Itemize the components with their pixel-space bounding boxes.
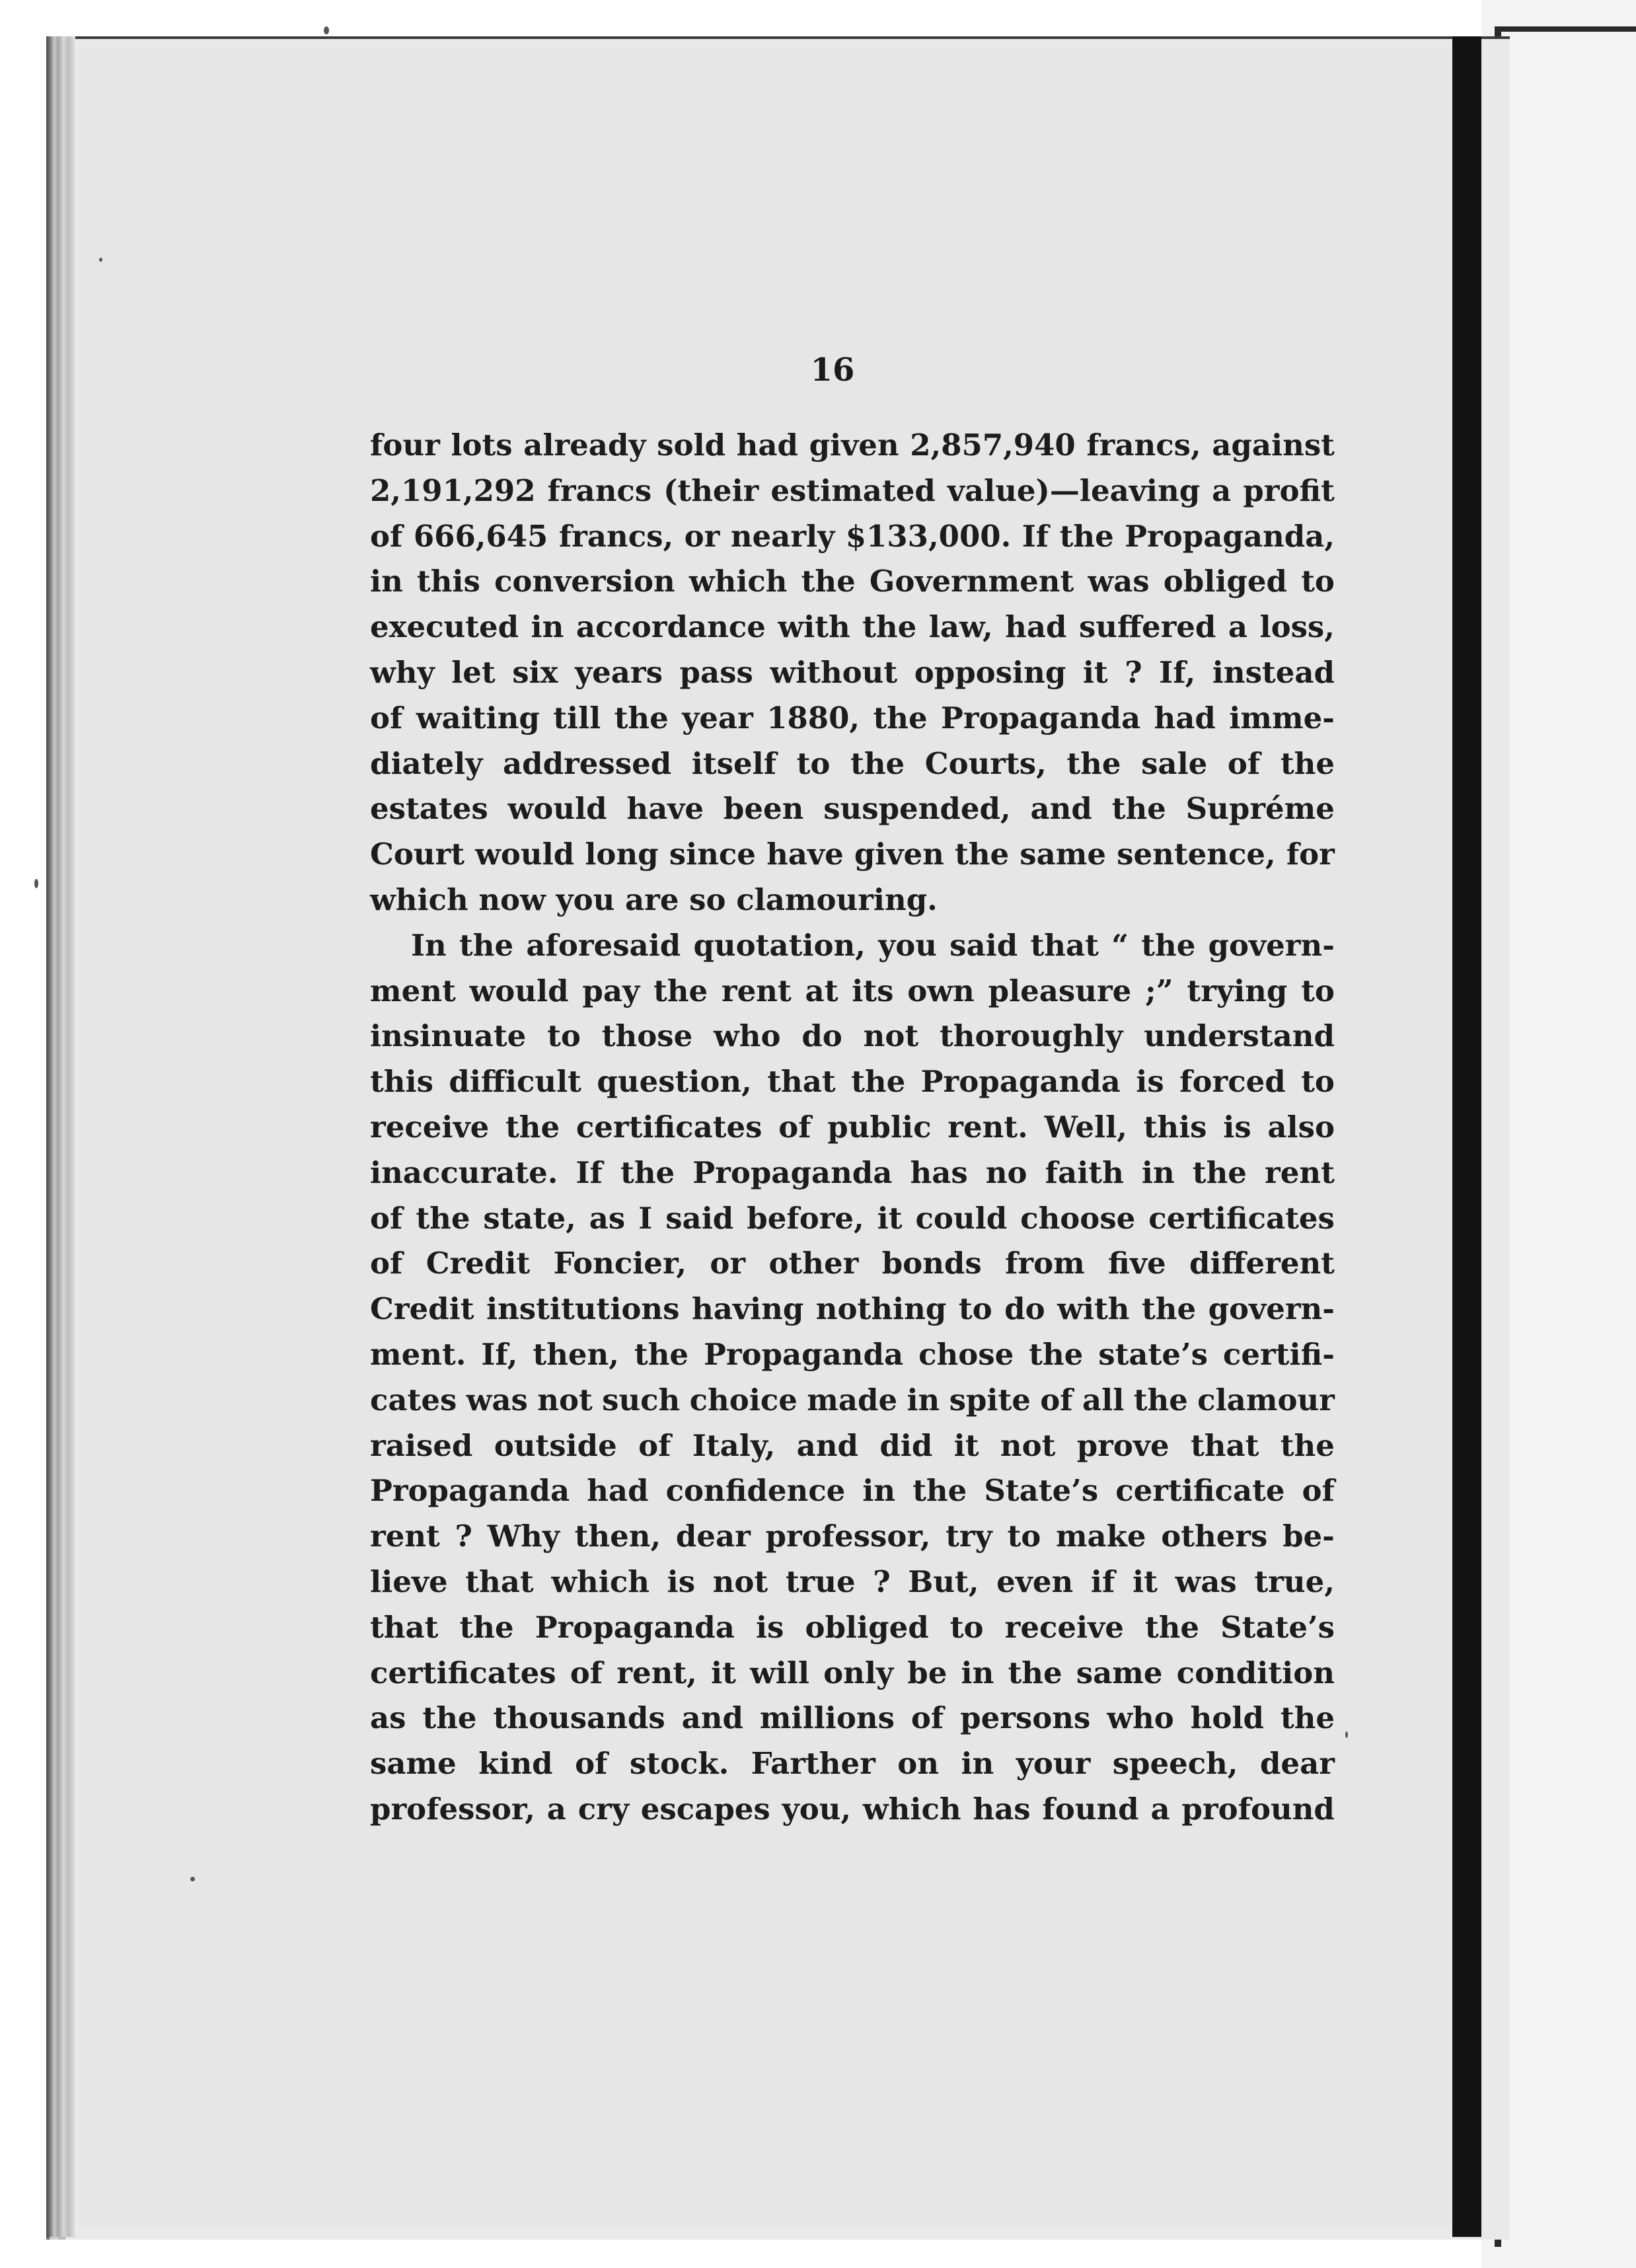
text-line: Court would long since have given the same sentence, for <box>370 837 1335 872</box>
text-line: insinuate to those who do not thoroughly understand <box>370 1018 1335 1054</box>
text-line: ment. If, then, the Propaganda chose the state’s certifi- <box>370 1336 1335 1372</box>
text-line: why let six years pass without opposing it ? If, instead <box>370 654 1335 690</box>
text-line: rent ? Why then, dear professor, try to make others be- <box>370 1519 1335 1554</box>
text-line: diately addressed itself to the Courts, the sale of the <box>370 745 1335 781</box>
text-line: four lots already sold had given 2,857,940 francs, against <box>370 428 1335 463</box>
text-line: certificates of rent, it will only be in the same condition <box>370 1655 1335 1690</box>
text-line: receive the certificates of public rent. Well, this is also <box>370 1109 1335 1145</box>
scan-speck <box>99 258 102 262</box>
text-line: as the thousands and millions of persons who hold the <box>370 1700 1335 1736</box>
text-line: Propaganda had confidence in the State’s certificate of <box>370 1473 1335 1509</box>
text-line: professor, a cry escapes you, which has found a profound <box>370 1791 1335 1827</box>
text-line: of 666,645 francs, or nearly $133,000. If the Propaganda, <box>370 518 1335 554</box>
text-line: same kind of stock. Farther on in your speech, dear <box>370 1746 1335 1782</box>
text-line: estates would have been suspended, and the Supréme <box>370 791 1335 827</box>
page-number: 16 <box>810 352 855 389</box>
text-line: cates was not such choice made in spite of all the clamour <box>370 1382 1335 1418</box>
scan-speck <box>1345 1731 1348 1738</box>
adjacent-page-border-top <box>1495 26 1636 32</box>
text-line: inaccurate. If the Propaganda has no faith in the rent <box>370 1154 1335 1190</box>
book-spine <box>1452 36 1481 2237</box>
scan-speck <box>34 879 38 888</box>
text-line: in this conversion which the Government was obliged to <box>370 564 1335 599</box>
text-line: 2,191,292 francs (their estimated value)—leaving a profit <box>370 472 1335 508</box>
text-line: of the state, as I said before, it could choose certificates <box>370 1200 1335 1236</box>
text-line: of waiting till the year 1880, the Propaganda had imme- <box>370 700 1335 736</box>
text-line: executed in accordance with the law, had suffered a loss, <box>370 609 1335 645</box>
text-line: Credit institutions having nothing to do with the govern- <box>370 1291 1335 1327</box>
text-line: of Credit Foncier, or other bonds from five different <box>370 1246 1335 1281</box>
book-gutter-edge <box>46 36 75 2237</box>
text-line: raised outside of Italy, and did it not prove that the <box>370 1427 1335 1463</box>
body-text <box>370 423 1335 1833</box>
text-line: that the Propaganda is obliged to receive the State’s <box>370 1609 1335 1645</box>
text-line: lieve that which is not true ? But, even if it was true, <box>370 1564 1335 1599</box>
text-line: this difficult question, that the Propaganda is forced to <box>370 1064 1335 1100</box>
scan-speck <box>324 26 329 34</box>
text-line: ment would pay the rent at its own pleasure ;” trying to <box>370 973 1335 1008</box>
scan-speck <box>190 1877 195 1881</box>
text-line: which now you are so clamouring. <box>370 882 938 917</box>
text-line: In the aforesaid quotation, you said that “ the govern- <box>411 927 1335 963</box>
